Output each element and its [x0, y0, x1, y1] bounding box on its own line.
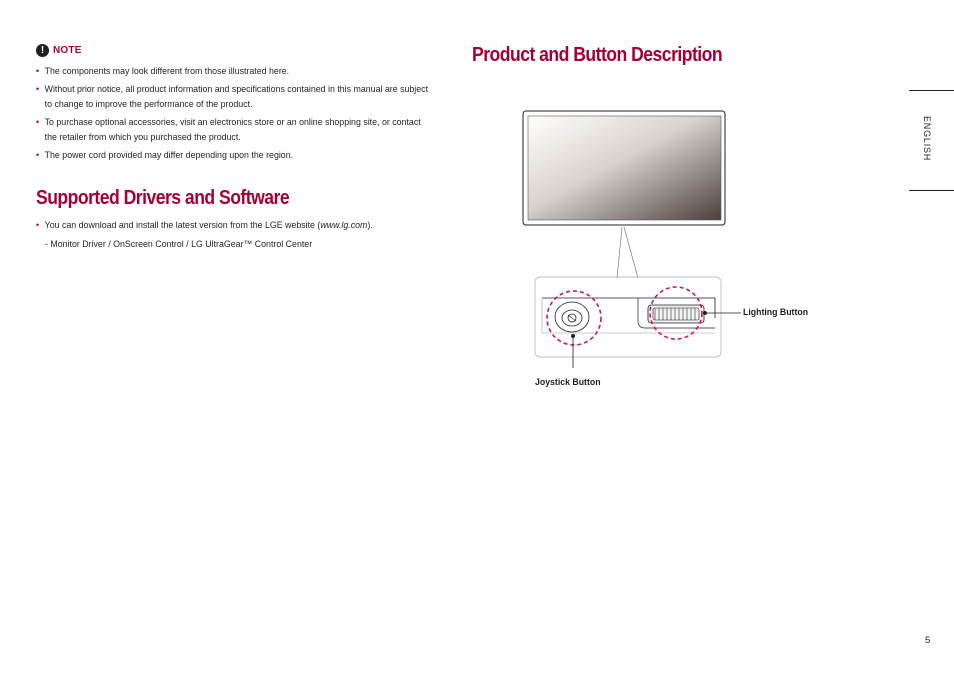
- list-item: • The power cord provided may differ depending upon the region.: [36, 148, 430, 163]
- driver-list-item: - Monitor Driver / OnScreen Control / LG UltraGear™ Control Center: [45, 239, 313, 249]
- divider: [909, 190, 954, 191]
- download-text-suffix: ).: [367, 220, 373, 230]
- page-number: 5: [925, 635, 931, 646]
- note-header: [36, 44, 82, 57]
- list-item: • Without prior notice, all product information and specifications contained in this manual are subject to change to improve the performance of the product.: [36, 82, 430, 112]
- list-item: • The components may look different from those illustrated here.: [36, 64, 430, 79]
- section-heading-drivers: Supported Drivers and Software: [36, 187, 290, 209]
- exclamation-icon: !: [36, 44, 49, 57]
- section-heading-product: Product and Button Description: [472, 44, 723, 66]
- lighting-button: [648, 287, 704, 339]
- website-link[interactable]: www.lg.com: [320, 220, 368, 230]
- list-item: • To purchase optional accessories, visit an electronics store or an online shopping site, or contact the retailer from which you purchased the product.: [36, 115, 430, 145]
- divider: [909, 90, 954, 91]
- note-list: [36, 64, 446, 166]
- language-tab: [909, 90, 954, 191]
- lighting-button-label: Lighting Button: [743, 307, 809, 318]
- joystick-button-label: Joystick Button: [535, 377, 601, 388]
- download-text-prefix: You can download and install the latest version from the LGE website (: [44, 220, 321, 230]
- note-label: NOTE: [53, 45, 82, 56]
- monitor-screen: [528, 116, 721, 220]
- monitor-diagram: [520, 108, 820, 368]
- download-bullet: [36, 218, 373, 233]
- language-label: ENGLISH: [922, 116, 932, 162]
